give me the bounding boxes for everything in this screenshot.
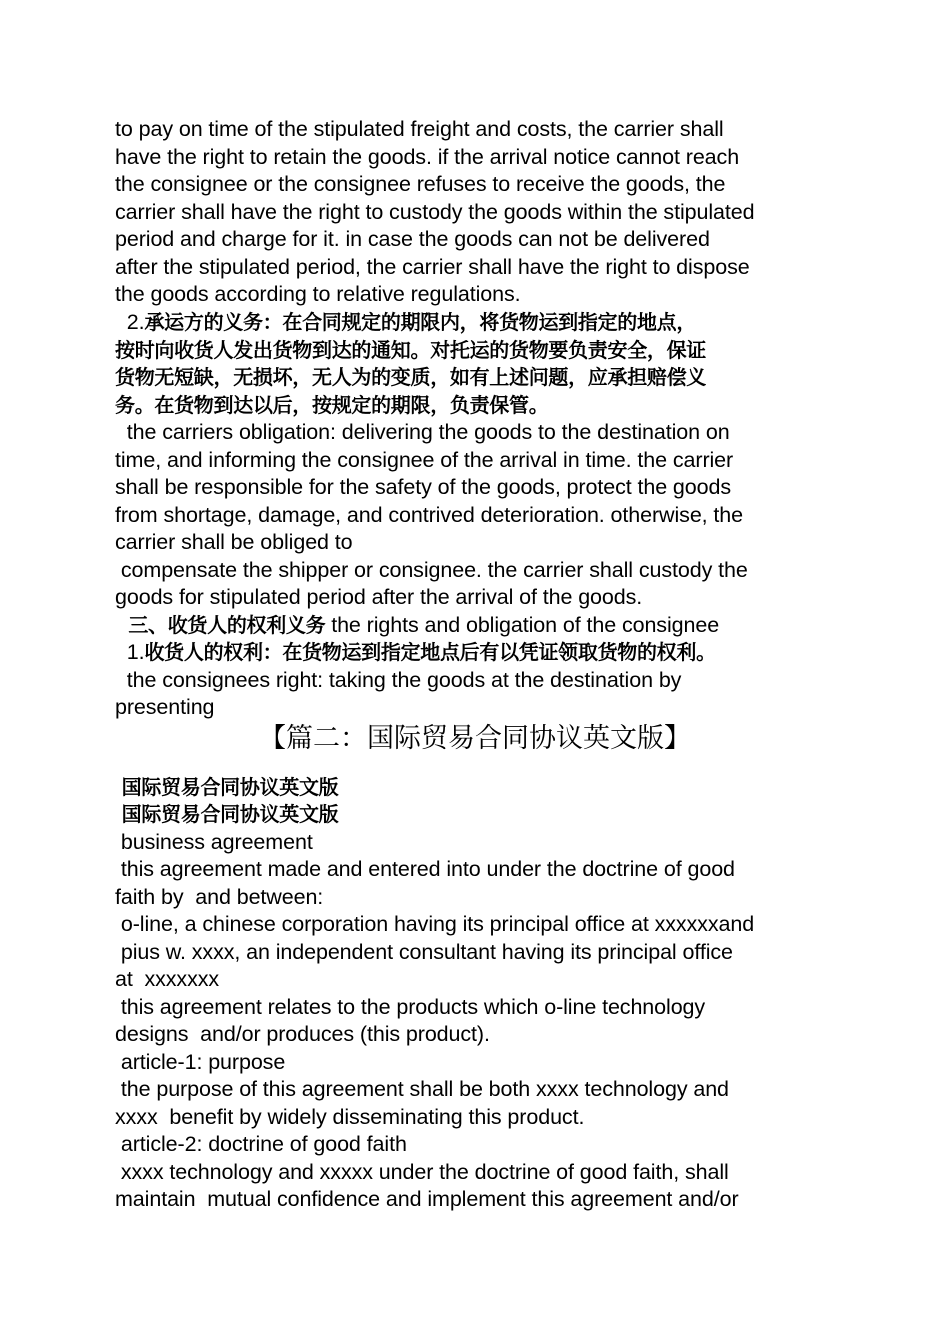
item-number: 2. xyxy=(115,310,145,334)
agreement-line: this agreement made and entered into under the doctrine of good xyxy=(115,857,735,881)
text-line: period and charge for it. in case the goods can not be delivered xyxy=(115,227,710,251)
agreement-line: business agreement xyxy=(115,830,313,854)
consignee-right-en-line: presenting xyxy=(115,695,215,719)
agreement-line: xxxx technology and xxxxx under the doctrine of good faith, shall xyxy=(115,1160,729,1184)
carrier-obligation-en-line: from shortage, damage, and contrived deterioration. otherwise, the xyxy=(115,503,744,527)
agreement-line: designs and/or produces (this product). xyxy=(115,1022,490,1046)
text-line: the goods according to relative regulations. xyxy=(115,282,521,306)
section-heading-en: the rights and obligation of the consignee xyxy=(325,613,720,637)
item-number: 1. xyxy=(115,640,145,664)
section-heading xyxy=(115,612,719,639)
agreement-line: faith by and between: xyxy=(115,885,324,909)
agreement-line: xxxx benefit by widely disseminating this product. xyxy=(115,1105,585,1129)
section-heading-cn: 三、收货人的权利义务 xyxy=(115,613,326,637)
carrier-obligation-en-line: shall be responsible for the safety of the goods, protect the goods xyxy=(115,475,732,499)
document-title: 国际贸易合同协议英文版 xyxy=(115,775,339,799)
agreement-line: article-2: doctrine of good faith xyxy=(115,1132,407,1156)
agreement-line: this agreement relates to the products which o-line technology xyxy=(115,995,706,1019)
carrier-obligation-en-line: compensate the shipper or consignee. the carrier shall custody the xyxy=(115,558,748,582)
text-line: after the stipulated period, the carrier shall have the right to dispose xyxy=(115,255,750,279)
carrier-obligation-en-line: the carriers obligation: delivering the goods to the destination on xyxy=(115,420,730,444)
consignee-right-cn-line xyxy=(115,639,716,666)
agreement-line: o-line, a chinese corporation having its principal office at xxxxxxand xyxy=(115,912,755,936)
agreement-line: at xxxxxxx xyxy=(115,967,220,991)
carrier-obligation-en-line: carrier shall be obliged to xyxy=(115,530,353,554)
text-line: carrier shall have the right to custody the goods within the stipulated xyxy=(115,200,755,224)
carrier-obligation-en-line: time, and informing the consignee of the arrival in time. the carrier xyxy=(115,448,734,472)
carrier-obligation-cn-line: 货物无短缺，无损坏，无人为的变质，如有上述问题，应承担赔偿义 xyxy=(115,365,706,389)
carrier-obligation-cn-line xyxy=(115,309,696,336)
consignee-right-en-line: the consignees right: taking the goods at the destination by xyxy=(115,668,682,692)
carrier-obligation-cn-line: 按时向收货人发出货物到达的通知。对托运的货物要负责安全，保证 xyxy=(115,338,706,362)
text-line: to pay on time of the stipulated freight and costs, the carrier shall xyxy=(115,117,724,141)
carrier-obligation-cn-line: 务。在货物到达以后，按规定的期限，负责保管。 xyxy=(115,393,549,417)
agreement-line: article-1: purpose xyxy=(115,1050,286,1074)
text-line: have the right to retain the goods. if the arrival notice cannot reach xyxy=(115,145,740,169)
agreement-line: pius w. xxxx, an independent consultant having its principal office xyxy=(115,940,733,964)
agreement-line: maintain mutual confidence and implement this agreement and/or xyxy=(115,1187,739,1211)
document-title: 国际贸易合同协议英文版 xyxy=(115,802,339,826)
bold-cn-text: 承运方的义务：在合同规定的期限内，将货物运到指定的地点， xyxy=(144,310,697,334)
chapter-heading: 【篇二：国际贸易合同协议英文版】 xyxy=(259,723,691,754)
agreement-line: the purpose of this agreement shall be both xxxx technology and xyxy=(115,1077,729,1101)
bold-cn-text: 收货人的权利：在货物运到指定地点后有以凭证领取货物的权利。 xyxy=(144,640,716,664)
carrier-obligation-en-line: goods for stipulated period after the arrival of the goods. xyxy=(115,585,643,609)
text-line: the consignee or the consignee refuses to receive the goods, the xyxy=(115,172,726,196)
